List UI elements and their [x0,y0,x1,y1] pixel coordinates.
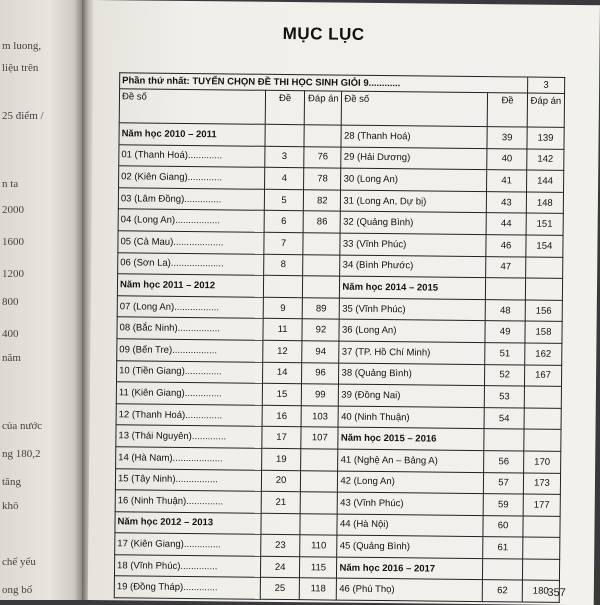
entry-de-right: 59 [483,494,523,516]
entry-de-left: 5 [264,189,304,211]
entry-de-right: 47 [486,256,526,278]
entry-de-right: 40 [487,148,527,170]
entry-name-right: 30 (Long An) [341,168,487,191]
entry-de-right: 54 [484,407,524,429]
left-page-text: 1200 [2,268,24,280]
left-page-text: 25 điểm / [2,110,44,122]
entry-dapan-right: 151 [526,213,563,235]
entry-de-right: 43 [487,191,527,213]
left-page-text: 2000 [2,204,24,216]
left-page-text: m luong, [2,40,42,52]
col-header-de-left: Đề [265,90,305,124]
entry-de-left: 25 [260,578,300,600]
entry-name-right: 28 (Thanh Hoá) [341,125,487,148]
entry-name-right: 39 (Đồng Nai) [339,384,485,407]
entry-dapan-left: 107 [301,427,338,449]
entry-dapan-left [303,254,340,276]
entry-de-left: 4 [264,167,304,189]
entry-name-right: 35 (Vĩnh Phúc) [340,298,486,321]
entry-de-left: 6 [264,211,304,233]
entry-dapan-right: 139 [527,127,564,149]
left-page-text: liệu trên [2,62,39,74]
entry-de-left: 17 [262,427,302,449]
toc-table [114,72,565,603]
entry-name-left: 07 (Long An)................. [117,296,263,319]
left-page-text: của nước [2,420,43,432]
entry-dapan-left [301,492,338,514]
entry-de-right: 48 [485,299,525,321]
left-page-text: 1600 [2,236,24,248]
entry-dapan-left: 86 [303,211,340,233]
entry-de-left: 16 [262,405,302,427]
entry-dapan-right: 167 [524,365,561,387]
entry-name-left: 19 (Đồng Tháp)............. [114,576,260,599]
left-page-text: 800 [2,296,19,308]
entry-dapan-right [523,537,560,559]
entry-de-left: 11 [263,319,303,341]
entry-de-right [484,429,524,451]
left-page-edge [0,0,82,600]
entry-dapan-right [525,257,562,279]
col-header-dapan-left: Đáp án [305,91,342,125]
entry-de-right: 61 [483,537,523,559]
entry-name-right: 34 (Bình Phước) [340,255,486,278]
entry-dapan-left: 118 [300,578,337,600]
entry-de-left: 14 [262,362,302,384]
entry-de-right: 56 [484,451,524,473]
entry-dapan-left [301,449,338,471]
entry-name-right: 46 (Phú Thọ) [337,579,483,602]
col-header-de-right: Đề [487,93,527,127]
entry-name-right: 29 (Hải Dương) [341,147,487,170]
page-title: MỤC LỤC [282,23,365,44]
entry-name-right: 43 (Vĩnh Phúc) [338,492,484,515]
entry-name-right: Năm học 2015 – 2016 [338,427,484,450]
left-page-text: ng 180,2 [2,448,41,460]
left-page-text: n ta [2,178,19,190]
entry-dapan-right [524,386,561,408]
entry-de-right: 46 [486,235,526,257]
entry-name-left: 03 (Lâm Đồng).............. [118,188,264,211]
entry-dapan-right [522,559,559,581]
entry-dapan-left [301,470,338,492]
entry-dapan-right: 144 [526,170,563,192]
entry-name-right: 44 (Hà Nội) [337,514,483,537]
entry-dapan-right: 142 [527,149,564,171]
entry-de-right: 41 [487,170,527,192]
col-header-dapan-right: Đáp án [527,93,564,127]
col-header-name-right: Đề số [342,91,488,127]
entry-dapan-right: 173 [523,473,560,495]
entry-de-left: 23 [261,535,301,557]
entry-name-right: 32 (Quảng Bình) [341,211,487,234]
entry-name-right: 42 (Long An) [338,471,484,494]
entry-de-right: 52 [485,364,525,386]
entry-dapan-right [525,278,562,300]
entry-dapan-left: 96 [302,362,339,384]
left-page-text: tăng [2,476,21,488]
entry-dapan-left: 92 [302,319,339,341]
entry-de-left: 24 [260,556,300,578]
entry-de-left [261,513,301,535]
toc-row [114,576,559,602]
entry-de-left: 9 [263,297,303,319]
entry-de-left: 21 [261,491,301,513]
entry-name-left: 15 (Tây Ninh)................ [115,468,261,491]
entry-dapan-left: 99 [302,384,339,406]
entry-dapan-right: 154 [526,235,563,257]
entry-name-left: 05 (Cà Mau)................... [118,231,264,254]
entry-dapan-left [303,276,340,298]
entry-name-left: 16 (Ninh Thuận).............. [115,490,261,513]
entry-de-left [263,275,303,297]
entry-de-left [265,124,305,146]
entry-de-left: 20 [261,470,301,492]
entry-dapan-left: 82 [304,189,341,211]
entry-name-left: 01 (Thanh Hoá)............. [119,144,265,167]
entry-dapan-left: 115 [300,557,337,579]
section-page: 3 [527,77,564,93]
entry-de-right: 44 [486,213,526,235]
entry-de-left: 15 [262,383,302,405]
entry-name-left: 10 (Tiền Giang).............. [117,360,263,383]
entry-de-left: 19 [261,448,301,470]
entry-dapan-left: 103 [301,405,338,427]
entry-name-left: 12 (Thanh Hoá).............. [116,403,262,426]
entry-name-right: 36 (Long An) [339,319,485,342]
entry-dapan-right: 162 [525,343,562,365]
entry-dapan-left: 76 [304,146,341,168]
entry-name-left: Năm học 2010 – 2011 [119,123,265,146]
entry-name-right: Năm học 2014 – 2015 [340,276,486,299]
entry-de-left: 8 [263,254,303,276]
entry-name-right: 31 (Long An, Dự bị) [341,190,487,213]
entry-name-left: 14 (Hà Nam)................... [116,447,262,470]
entry-dapan-right: 158 [525,321,562,343]
entry-name-left: 09 (Bến Tre)................. [117,339,263,362]
entry-name-left: 02 (Kiên Giang)............. [119,166,265,189]
entry-de-right: 39 [487,127,527,149]
entry-de-right [486,278,526,300]
entry-name-left: 08 (Bắc Ninh)................ [117,317,263,340]
entry-de-left: 7 [264,232,304,254]
entry-dapan-left: 110 [300,535,337,557]
entry-dapan-left: 89 [303,297,340,319]
entry-de-right [483,558,523,580]
entry-name-right: Năm học 2016 – 2017 [337,557,483,580]
entry-dapan-right [523,516,560,538]
toc-page [88,0,600,605]
entry-dapan-right: 180 [522,580,559,602]
entry-de-right: 60 [483,515,523,537]
left-page-text: năm [2,352,21,364]
entry-name-right: 38 (Quảng Bình) [339,363,485,386]
entry-de-right: 53 [485,386,525,408]
entry-name-left: Năm học 2012 – 2013 [115,511,261,534]
entry-de-left: 12 [263,340,303,362]
entry-dapan-left [300,513,337,535]
entry-dapan-right [524,408,561,430]
entry-de-right: 62 [483,580,523,602]
entry-dapan-left [304,125,341,147]
left-page-text: ong bố [2,584,33,596]
entry-name-right: 41 (Nghệ An – Bảng A) [338,449,484,472]
entry-name-left: 13 (Thái Nguyên)............. [116,425,262,448]
entry-name-left: Năm học 2011 – 2012 [117,274,263,297]
entry-de-right: 49 [485,321,525,343]
entry-dapan-left: 78 [304,168,341,190]
entry-name-right: 45 (Quảng Bình) [337,535,483,558]
left-page-text: chế yếu [2,556,36,568]
entry-name-left: 18 (Vĩnh Phúc).............. [114,555,260,578]
entry-name-left: 17 (Kiên Giang).............. [115,533,261,556]
page-number: 357 [547,586,566,599]
left-page-text: khô [2,500,19,512]
column-header-row [119,89,564,128]
entry-dapan-left [303,233,340,255]
entry-name-right: 33 (Vĩnh Phúc) [340,233,486,256]
entry-dapan-left: 94 [302,341,339,363]
entry-name-right: 40 (Ninh Thuận) [338,406,484,429]
entry-name-left: 04 (Long An)................. [118,209,264,232]
section-label: Phần thứ nhất: TUYỂN CHỌN ĐỀ THI HỌC SINH GIỎI 9............ [120,73,528,93]
col-header-name-left: Đề số [119,89,265,125]
entry-dapan-right: 156 [525,300,562,322]
entry-name-left: 06 (Sơn La).................... [118,252,264,275]
entry-name-left: 11 (Kiên Giang).............. [116,382,262,405]
left-page-text: 400 [2,328,19,340]
entry-dapan-right: 170 [523,451,560,473]
entry-de-right: 51 [485,343,525,365]
entry-dapan-right [524,429,561,451]
entry-dapan-right: 148 [526,192,563,214]
entry-de-left: 3 [265,146,305,168]
entry-de-right: 57 [484,472,524,494]
entry-dapan-right: 177 [523,494,560,516]
entry-name-right: 37 (TP. Hồ Chí Minh) [339,341,485,364]
